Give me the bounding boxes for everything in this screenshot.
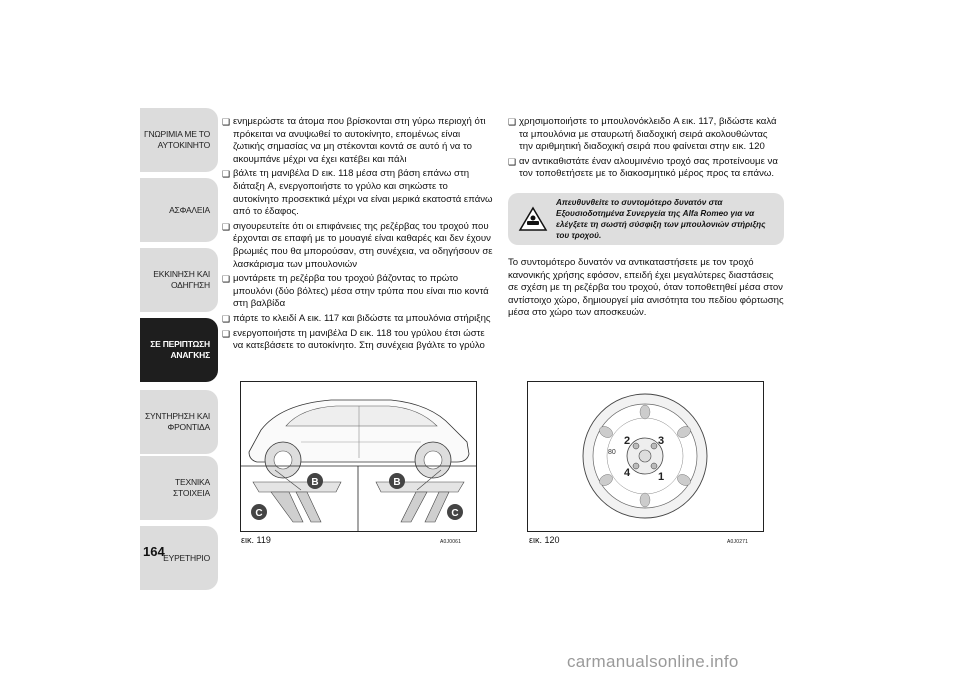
bolt-label-4: 4 <box>624 467 631 479</box>
tab-safety[interactable]: ΑΣΦΑΛΕΙΑ <box>140 178 218 242</box>
list-item: ❑ αν αντικαθιστάτε έναν αλουμινένιο τροχό σας προτείνουμε να τον τοποθετήσετε με το διακοσμητικό μέρος προς τα επάνω. <box>508 156 784 181</box>
checkbox-bullet-icon <box>222 168 231 218</box>
figure-120-caption: εικ. 120 <box>529 535 560 545</box>
checkbox-bullet-icon <box>222 221 231 271</box>
list-item: ❑ βάλτε τη μανιβέλα D εικ. 118 μέσα στη βάση επάνω στη διάταξη A, ενεργοποιήστε το γρύλο και σηκώστε το αυτοκίνητο προσεκτικά μέχρι να είναι μερικά εκατοστά επάνω από το έδαφος. <box>222 168 494 218</box>
body-paragraph: Το συντομότερο δυνατόν να αντικαταστήσετε με τον τροχό κανονικής χρήσης εφόσον, επειδή έχει μεγαλύτερες διαστάσεις σε σχέση με τη ρεζέρβα του τροχού, όταν τοποθετηθεί μέσα στον αντίστοιχο χώρο, δημιουργεί μία ανισότητα του πεδίου φόρτωσης μέσα στο χώρο των αποσκευών. <box>508 256 784 319</box>
bolt-label-2: 2 <box>624 435 631 447</box>
right-text-column <box>508 116 784 320</box>
rim-marking: 80 <box>608 449 616 456</box>
list-item: ❑ ενημερώστε τα άτομα που βρίσκονται στη γύρω περιοχή ότι πρόκειται να ανυψωθεί το αυτοκίνητο, επομένως είναι ζωτικής σημασίας να μη στέκονται κοντά σε αυτό ή να το ακουμπάνε μέχρι να έχει κατέβει και πάλι <box>222 116 494 166</box>
tab-in-emergency[interactable]: ΣΕ ΠΕΡΙΠΤΩΣΗ ΑΝΑΓΚΗΣ <box>140 318 218 382</box>
figure-119-caption: εικ. 119 <box>241 535 271 545</box>
list-item: ❑ χρησιμοποιήστε το μπουλονόκλειδο A εικ. 117, βιδώστε καλά τα μπουλόνια με σταυρωτή διαδοχική σειρά ακολουθώντας την αριθμητική διαδοχική σειρά που φαίνεται στην εικ. 120 <box>508 116 784 154</box>
list-item: ❑ πάρτε το κλειδί A εικ. 117 και βιδώστε τα μπουλόνια στήριξης <box>222 313 494 326</box>
checkbox-bullet-icon <box>222 313 231 326</box>
page-number: 164 <box>143 544 165 559</box>
figure-120-code: A0J0271 <box>727 539 749 545</box>
figure-120-wheel-bolts <box>527 381 764 532</box>
warning-text: Απευθυνθείτε το συντομότερο δυνατόν στα Εξουσιοδοτημένα Συνεργεία της Alfa Romeo για να ελέγξετε τη σωστή σύσφιξη των μπουλονιών στήριξης του τροχού. <box>556 197 766 240</box>
wheel-bolt-order-illustration <box>528 382 763 531</box>
tab-maintenance-care[interactable]: ΣΥΝΤΗΡΗΣΗ ΚΑΙ ΦΡΟΝΤΙΔΑ <box>140 390 218 454</box>
tab-getting-to-know[interactable]: ΓΝΩΡΙΜΙΑ ΜΕ ΤΟ ΑΥΤΟΚΙΝΗΤΟ <box>140 108 218 172</box>
bolt-label-3: 3 <box>658 435 665 447</box>
label-c-right: C <box>451 508 459 519</box>
bolt-label-1: 1 <box>658 471 665 483</box>
figure-119-code: A0J0061 <box>440 539 462 545</box>
label-b-right: B <box>393 477 401 488</box>
tab-starting-driving[interactable]: ΕΚΚΙΝΗΣΗ ΚΑΙ ΟΔΗΓΗΣΗ <box>140 248 218 312</box>
wrench-warning-icon <box>518 206 548 232</box>
watermark-text: carmanualsonline.info <box>567 652 739 671</box>
checkbox-bullet-icon <box>508 156 517 181</box>
checkbox-bullet-icon <box>222 273 231 311</box>
checkbox-bullet-icon <box>508 116 517 154</box>
label-b-left: B <box>311 477 319 488</box>
checkbox-bullet-icon <box>222 328 231 353</box>
warning-box <box>508 193 784 245</box>
list-item: ❑ μοντάρετε τη ρεζέρβα του τροχού βάζοντας το πρώτο μπουλόνι (δύο βόλτες) μέσα στην τρύπα που είναι πιο κοντά στη βαλβίδα <box>222 273 494 311</box>
left-text-column <box>222 116 494 355</box>
car-jack-illustration <box>241 382 476 531</box>
label-c-left: C <box>255 508 263 519</box>
checkbox-bullet-icon <box>222 116 231 166</box>
list-item: ❑ σιγουρευτείτε ότι οι επιφάνειες της ρεζέρβας του τροχού που έρχονται σε επαφή με το μουαγιέ είναι καθαρές και δεν έχουν βρωμιές που θα μπορούσαν, στη συνέχεια, να οδηγήσουν σε λασκάρισμα των μπουλονιών <box>222 221 494 271</box>
tab-technical-data[interactable]: ΤΕΧΝΙΚΑ ΣΤΟΙΧΕΙΑ <box>140 456 218 520</box>
list-item: ❑ ενεργοποιήστε τη μανιβέλα D εικ. 118 του γρύλου έτσι ώστε να κατεβάσετε το αυτοκίνητο. Στη συνέχεια βγάλτε το γρύλο <box>222 328 494 353</box>
figure-119-jack-points <box>240 381 477 532</box>
tab-index[interactable]: ΕΥΡΕΤΗΡΙΟ <box>140 526 218 590</box>
